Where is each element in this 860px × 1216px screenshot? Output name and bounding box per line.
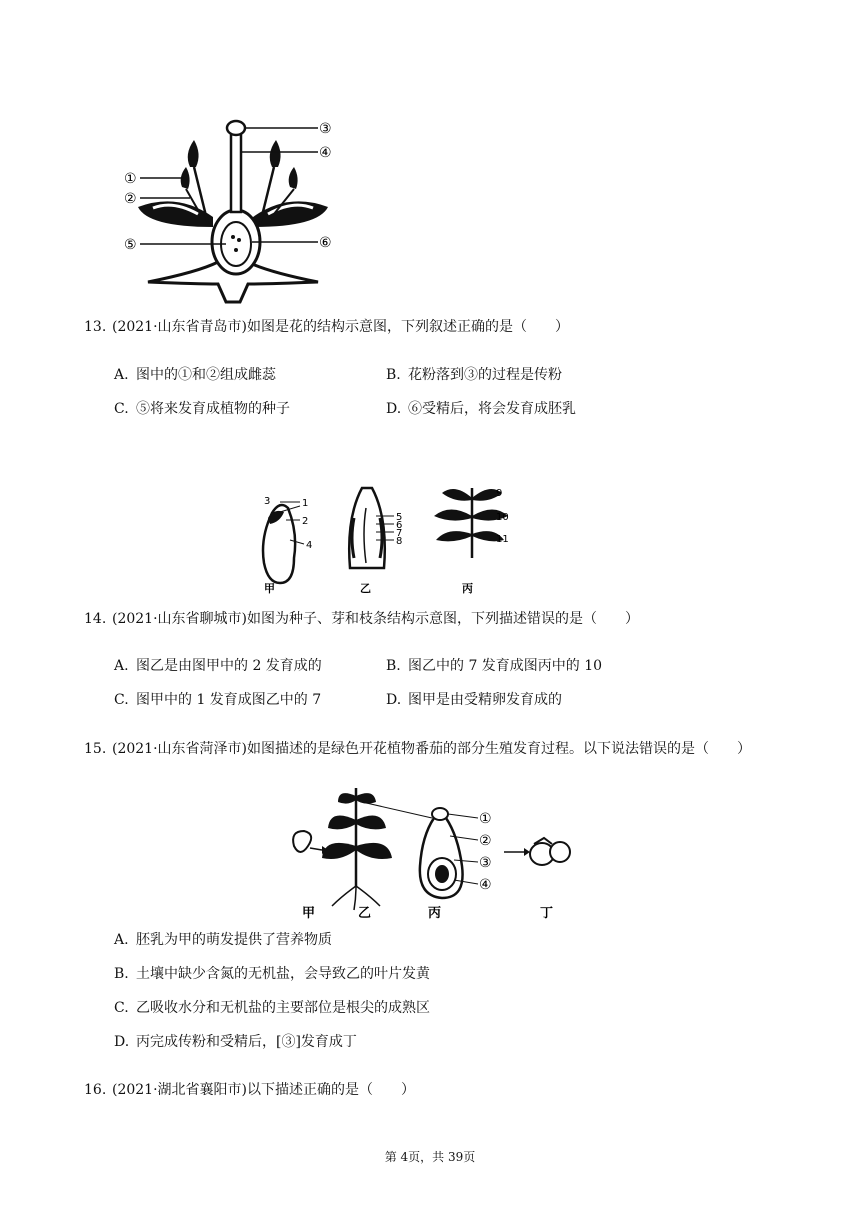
option-14-c[interactable]: C. 图甲中的 1 发育成图乙中的 7 xyxy=(114,692,322,708)
label-3: ③ xyxy=(479,855,492,871)
label-5: ⑤ xyxy=(124,237,137,253)
label-4: 4 xyxy=(306,540,313,551)
label-3: ③ xyxy=(319,121,332,137)
caption-ding: 丁 xyxy=(540,906,554,920)
option-15-b[interactable]: B. 土壤中缺少含氮的无机盐，会导致乙的叶片发黄 xyxy=(114,966,430,982)
caption-jia: 甲 xyxy=(264,582,275,595)
flower-structure-figure xyxy=(118,112,348,307)
label-3: 3 xyxy=(264,496,271,507)
question-text: (2021·山东省聊城市)如图为种子、芽和枝条结构示意图，下列描述错误的是（ ） xyxy=(112,611,640,627)
question-13-stem xyxy=(84,316,569,336)
option-15-a[interactable]: A. 胚乳为甲的萌发提供了营养物质 xyxy=(114,932,332,948)
question-number: 15. xyxy=(84,741,107,757)
label-9: 9 xyxy=(496,488,503,499)
label-10: 10 xyxy=(496,512,509,523)
caption-bing: 丙 xyxy=(462,582,473,595)
caption-yi: 乙 xyxy=(360,582,371,595)
caption-yi: 乙 xyxy=(358,906,372,920)
question-number: 16. xyxy=(84,1082,107,1098)
option-14-d[interactable]: D. 图甲是由受精卵发育成的 xyxy=(386,692,562,708)
label-2: 2 xyxy=(302,516,309,527)
option-15-c[interactable]: C. 乙吸收水分和无机盐的主要部位是根尖的成熟区 xyxy=(114,1000,430,1016)
question-15-stem xyxy=(84,738,751,758)
caption-jia: 甲 xyxy=(302,906,316,920)
question-number: 13. xyxy=(84,319,107,335)
label-1: ① xyxy=(479,811,492,827)
label-1: ① xyxy=(124,171,137,187)
caption-bing: 丙 xyxy=(428,906,442,920)
label-6: ⑥ xyxy=(319,235,332,251)
label-7: 7 xyxy=(396,528,403,539)
label-2: ② xyxy=(479,833,492,849)
option-13-a[interactable]: A. 图中的①和②组成雌蕊 xyxy=(114,367,276,383)
page-footer: 第 4页，共 39页 xyxy=(384,1150,476,1164)
label-5: 5 xyxy=(396,512,403,523)
label-2: ② xyxy=(124,191,137,207)
label-6: 6 xyxy=(396,520,403,531)
seed-bud-shoot-figure xyxy=(250,478,530,596)
label-4: ④ xyxy=(479,877,492,893)
question-text: (2021·湖北省襄阳市)以下描述正确的是（ ） xyxy=(112,1082,416,1098)
option-14-b[interactable]: B. 图乙中的 7 发育成图丙中的 10 xyxy=(386,658,603,674)
question-14-stem xyxy=(84,608,639,628)
option-15-d[interactable]: D. 丙完成传粉和受精后，[③]发育成丁 xyxy=(114,1034,357,1050)
label-11: 11 xyxy=(496,534,509,545)
question-text: (2021·山东省菏泽市)如图描述的是绿色开花植物番茄的部分生殖发育过程。以下说法错误的是（ ） xyxy=(112,741,752,757)
label-1: 1 xyxy=(302,498,309,509)
question-16-stem xyxy=(84,1079,415,1099)
label-4: ④ xyxy=(319,145,332,161)
label-8: 8 xyxy=(396,536,403,547)
option-13-c[interactable]: C. ⑤将来发育成植物的种子 xyxy=(114,401,290,417)
question-text: (2021·山东省青岛市)如图是花的结构示意图，下列叙述正确的是（ ） xyxy=(112,319,570,335)
tomato-development-figure xyxy=(282,776,582,920)
option-14-a[interactable]: A. 图乙是由图甲中的 2 发育成的 xyxy=(114,658,322,674)
option-13-d[interactable]: D. ⑥受精后，将会发育成胚乳 xyxy=(386,401,576,417)
option-13-b[interactable]: B. 花粉落到③的过程是传粉 xyxy=(386,367,562,383)
question-number: 14. xyxy=(84,611,107,627)
